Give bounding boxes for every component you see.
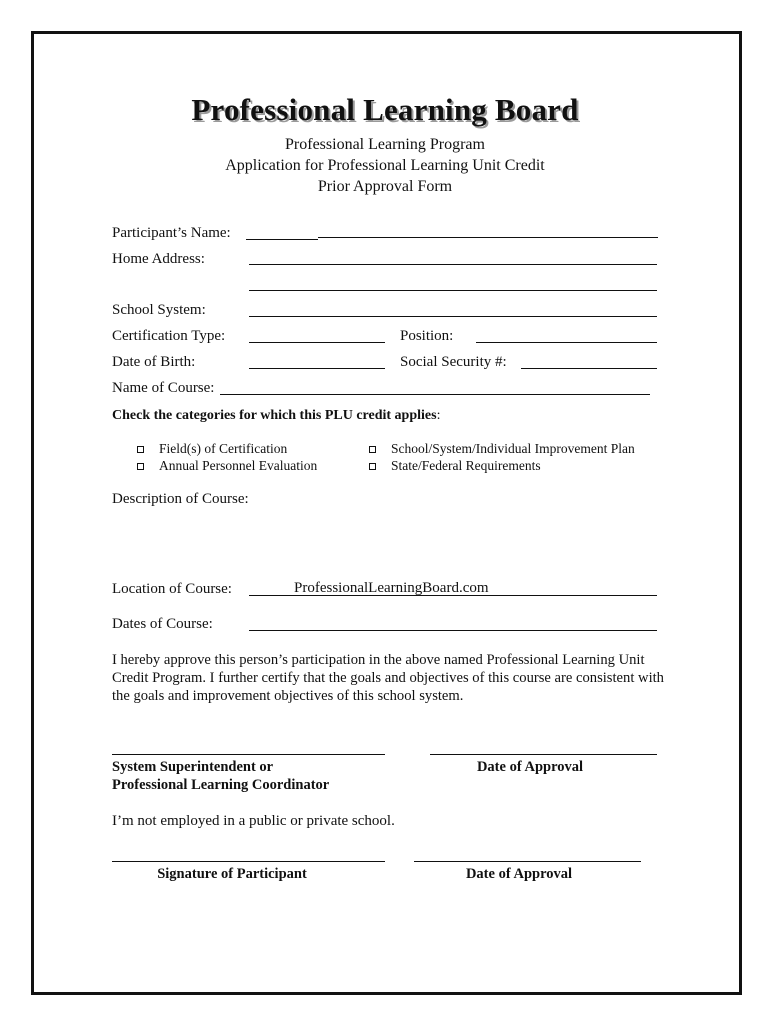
option-state-federal-requirements: State/Federal Requirements <box>391 458 541 473</box>
categories-prompt-colon: : <box>436 408 441 423</box>
certification-type-label: Certification Type: <box>112 328 226 344</box>
superintendent-label-line1: System Superintendent or <box>112 759 274 775</box>
dates-field[interactable] <box>250 614 655 630</box>
position-field[interactable] <box>477 326 655 342</box>
course-name-label: Name of Course: <box>112 380 215 396</box>
dates-line <box>249 630 657 631</box>
page-title: Professional Learning Board <box>191 92 579 127</box>
home-address-label: Home Address: <box>112 251 205 267</box>
date-of-birth-field[interactable] <box>250 352 384 368</box>
approval-date-label-2: Date of Approval <box>465 866 573 882</box>
checkbox-improvement-plan[interactable] <box>369 446 376 453</box>
categories-prompt-text: Check the categories for which this PLU credit applies <box>112 408 437 423</box>
approval-date-line-2[interactable] <box>414 861 641 862</box>
home-address-field-2[interactable] <box>250 275 655 291</box>
program-name: Professional Learning Program <box>285 136 485 153</box>
application-title: Application for Professional Learning Unit Credit <box>225 157 545 174</box>
home-address-field[interactable] <box>250 248 655 264</box>
superintendent-label-line2: Professional Learning Coordinator <box>112 777 330 793</box>
position-label: Position: <box>400 328 454 344</box>
checkbox-annual-personnel-evaluation[interactable] <box>137 463 144 470</box>
not-employed-statement: I’m not employed in a public or private school. <box>112 813 395 829</box>
ssn-line <box>521 368 657 369</box>
ssn-field[interactable] <box>522 352 655 368</box>
checkbox-state-federal-requirements[interactable] <box>369 463 376 470</box>
participant-signature-label: Signature of Participant <box>157 866 307 882</box>
checkbox-field-of-certification[interactable] <box>137 446 144 453</box>
location-label: Location of Course: <box>112 581 232 597</box>
superintendent-signature-line[interactable] <box>112 754 385 755</box>
location-line <box>249 595 657 596</box>
categories-prompt <box>112 408 440 424</box>
participant-name-label: Participant’s Name: <box>112 225 231 241</box>
description-label: Description of Course: <box>112 491 249 507</box>
school-system-field[interactable] <box>250 300 655 316</box>
course-name-field[interactable] <box>222 378 648 394</box>
approval-date-label-1: Date of Approval <box>476 759 584 775</box>
certification-type-field[interactable] <box>250 326 384 342</box>
date-of-birth-label: Date of Birth: <box>112 354 196 370</box>
school-system-label: School System: <box>112 302 206 318</box>
home-address-line-1 <box>249 264 657 265</box>
position-line <box>476 342 657 343</box>
approval-date-line-1[interactable] <box>430 754 657 755</box>
option-field-of-certification: Field(s) of Certification <box>159 441 288 456</box>
course-name-line <box>220 394 650 395</box>
certification-type-line <box>249 342 385 343</box>
approval-statement: I hereby approve this person’s participation in the above named Professional Learning Unit Credit Program. I further certify that the goals and objectives of this course are consistent with the goals and improvement objectives of this school system. <box>112 652 664 704</box>
participant-name-line-1 <box>246 239 318 240</box>
date-of-birth-line <box>249 368 385 369</box>
school-system-line <box>249 316 657 317</box>
home-address-line-2 <box>249 290 657 291</box>
form-type: Prior Approval Form <box>317 178 453 195</box>
participant-name-line-2 <box>318 237 658 238</box>
dates-label: Dates of Course: <box>112 616 213 632</box>
location-field[interactable]: ProfessionalLearningBoard.com <box>294 580 489 596</box>
participant-signature-line[interactable] <box>112 861 385 862</box>
description-field[interactable] <box>112 512 657 572</box>
ssn-label: Social Security #: <box>400 354 507 370</box>
option-annual-personnel-evaluation: Annual Personnel Evaluation <box>159 458 318 473</box>
option-improvement-plan: School/System/Individual Improvement Plan <box>391 441 635 456</box>
